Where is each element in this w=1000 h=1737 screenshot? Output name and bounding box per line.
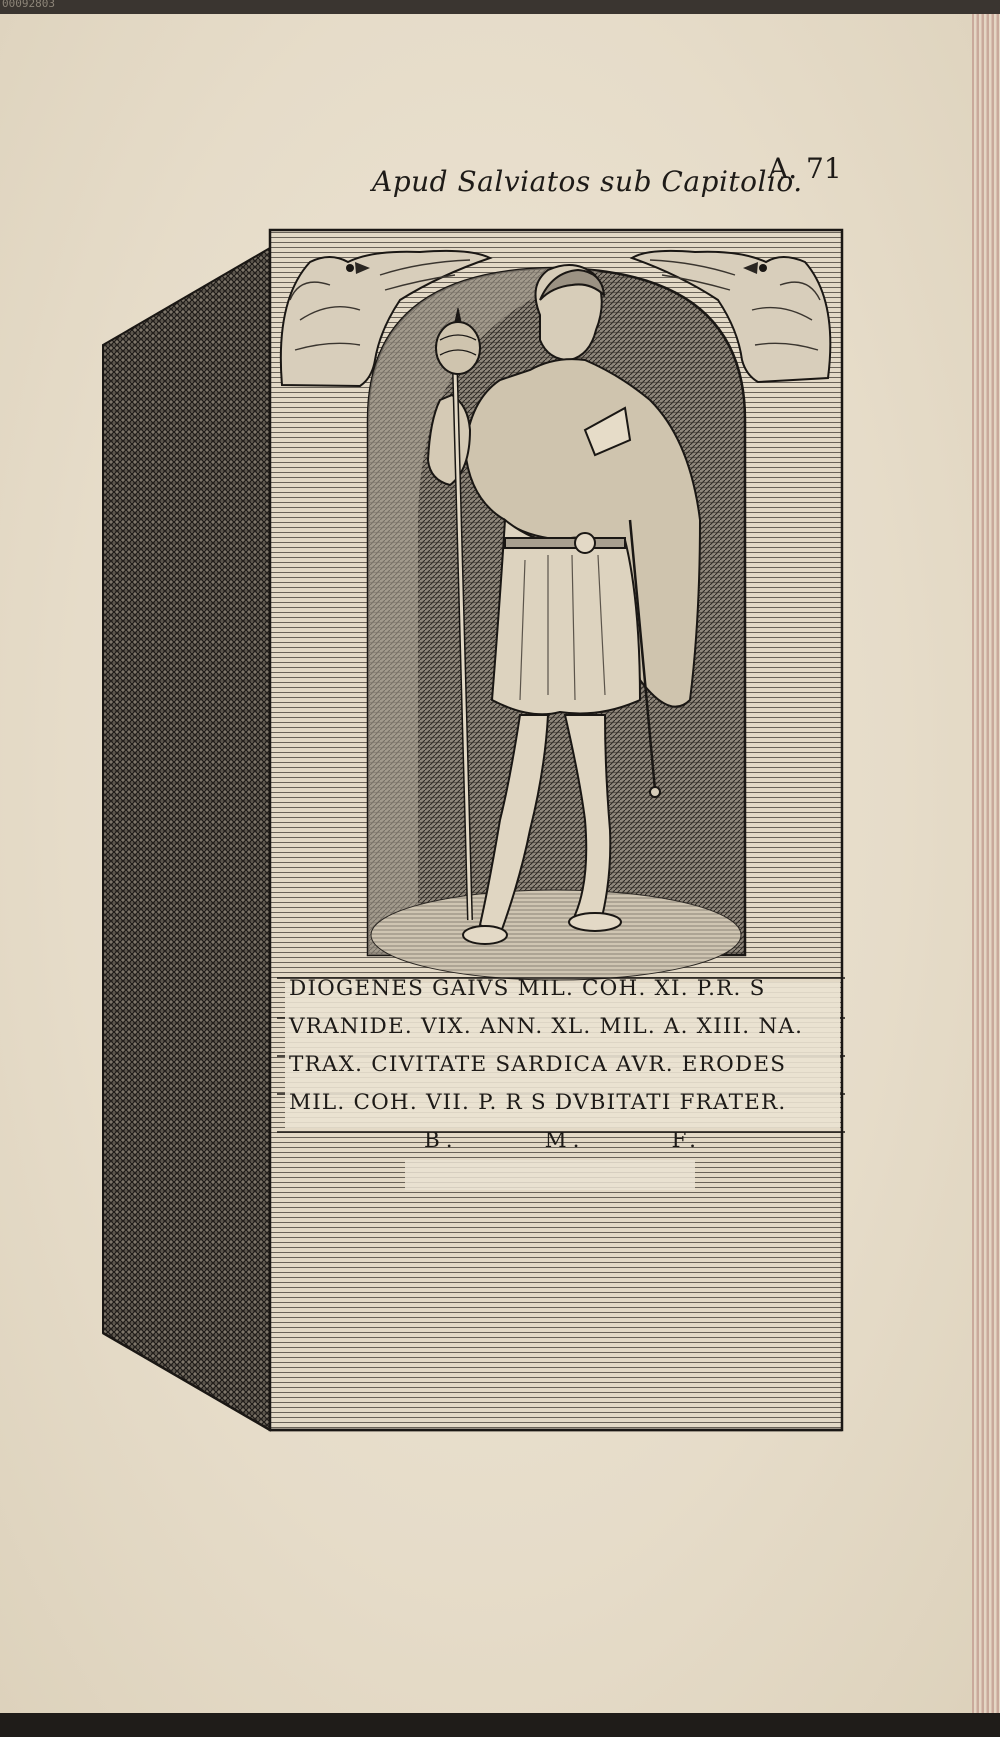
niche-floor — [371, 890, 741, 980]
inscription-line-4: MIL. COH. VII. P. R S DVBITATI FRATER. — [289, 1090, 787, 1115]
scanner-bottom-band — [0, 1713, 1000, 1737]
inscription-block — [289, 970, 844, 1160]
formula-f: F. — [671, 1128, 702, 1153]
formula-m: M. — [544, 1128, 586, 1153]
scan-label: 00092803 — [2, 0, 55, 10]
inscription-line-2: VRANIDE. VIX. ANN. XL. MIL. A. XIII. NA. — [289, 1014, 804, 1039]
running-head: Apud Salviatos sub Capitolio. — [372, 165, 803, 198]
inscription-formula — [289, 1122, 844, 1160]
formula-b: B. — [424, 1128, 459, 1153]
plate-number: A. 71 — [768, 152, 842, 185]
stele-side-face — [103, 248, 270, 1430]
inscription-line-3: TRAX. CIVITATE SARDICA AVR. ERODES — [289, 1052, 787, 1077]
inscription-line-1: DIOGENES GAIVS MIL. COH. XI. P.R. S — [289, 976, 766, 1001]
